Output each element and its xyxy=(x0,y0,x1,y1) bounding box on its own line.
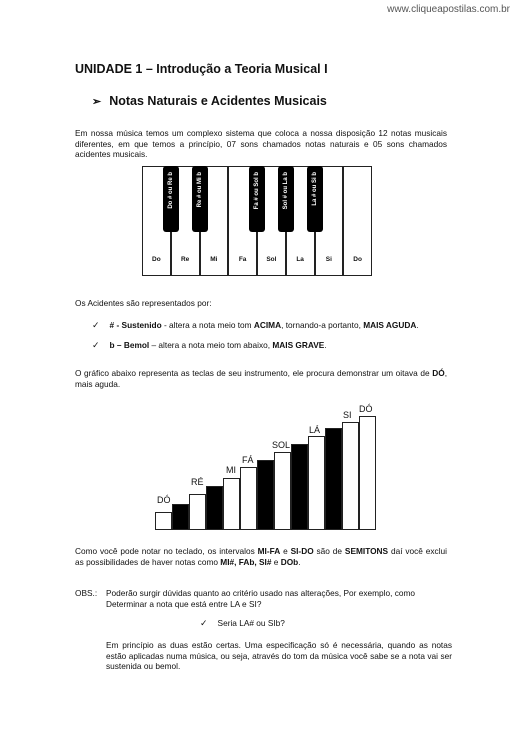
semitons-text-4: daí você exclui as possibilidades de haver notas como xyxy=(75,546,448,567)
semitons-bold-4: MI#, FAb, SI# xyxy=(220,556,272,567)
stair-label: SOL xyxy=(272,440,291,450)
white-key-label: Fa xyxy=(238,256,247,263)
semitons-text-3: são de xyxy=(313,546,345,556)
graph-intro-do: DÓ xyxy=(432,368,445,378)
sustenido-item xyxy=(92,320,452,331)
white-key-label: Sol xyxy=(266,256,277,263)
octave-stairs-diagram xyxy=(155,400,377,530)
white-key-label: Si xyxy=(325,256,332,263)
graph-intro xyxy=(75,368,447,389)
black-key xyxy=(249,166,265,232)
bemol-symbol: b – Bemol xyxy=(109,340,150,350)
step-black xyxy=(325,428,342,530)
step-white xyxy=(274,452,291,530)
arrow-bullet-icon: ➢ xyxy=(92,96,102,108)
step-black xyxy=(291,444,308,530)
white-key-label: Do xyxy=(152,256,161,263)
semitons-bold-2: SI-DO xyxy=(290,546,314,556)
accidents-intro: Os Acidentes são representados por: xyxy=(75,298,212,308)
semitons-text-1: Como você pode notar no teclado, os intervalos xyxy=(75,546,258,556)
sustenido-text: - altera a nota meio tom xyxy=(161,320,254,330)
obs-question xyxy=(200,618,285,629)
stair-label: SI xyxy=(343,410,352,420)
step-white xyxy=(155,512,172,530)
checkmark-icon: ✓ xyxy=(200,618,208,628)
watermark: www.cliqueapostilas.com.br xyxy=(387,4,510,15)
graph-intro-text-2: , mais aguda. xyxy=(75,368,448,389)
white-key xyxy=(343,166,372,276)
bemol-emph: MAIS GRAVE xyxy=(272,340,325,350)
bemol-text: – altera a nota meio tom abaixo, xyxy=(149,340,273,350)
obs-line-2: Determinar a nota que está entre LA e SI? xyxy=(106,598,262,609)
stair-label: RÉ xyxy=(191,477,204,487)
obs-answer: Em princípio as duas estão certas. Uma especificação só é necessária, quando as notas estão aplicadas numa música, ou seja, através do tom da música você sabe se a nota vai ser sustenida ou bemol. xyxy=(106,640,452,671)
white-key-label: Mi xyxy=(210,256,218,263)
step-white xyxy=(189,494,206,530)
black-key-label: La # ou Si b xyxy=(311,172,318,206)
page-title: UNIDADE 1 – Introdução a Teoria Musical I xyxy=(75,62,328,76)
obs-label: OBS.: xyxy=(75,588,98,598)
semitons-bold-5: DOb xyxy=(280,556,299,567)
step-white xyxy=(359,416,376,530)
black-key xyxy=(307,166,323,232)
step-black xyxy=(172,504,189,530)
stair-label: DÓ xyxy=(157,495,171,505)
piano-keyboard xyxy=(142,166,372,276)
black-key xyxy=(278,166,294,232)
obs-line-1: Poderão surgir dúvidas quanto ao critério usado nas alterações, Por exemplo, como xyxy=(106,588,416,598)
step-white xyxy=(240,467,257,530)
bemol-item xyxy=(92,340,452,351)
obs-text xyxy=(106,588,456,609)
step-black xyxy=(206,486,223,530)
black-key-label: Sol # ou La b xyxy=(282,172,289,210)
black-key xyxy=(192,166,208,232)
white-key-label: La xyxy=(296,256,304,263)
sustenido-emph-2: MAIS AGUDA xyxy=(363,320,417,330)
checkmark-icon: ✓ xyxy=(92,340,100,350)
section-heading-text: Notas Naturais e Acidentes Musicais xyxy=(109,94,327,108)
semitons-text-2: e xyxy=(280,546,291,556)
bemol-end: . xyxy=(324,340,327,350)
black-key xyxy=(163,166,179,232)
step-black xyxy=(257,460,274,530)
step-white xyxy=(342,422,359,530)
stair-label: DÓ xyxy=(359,404,373,414)
stair-label: MI xyxy=(226,465,236,475)
intro-paragraph: Em nossa música temos um complexo sistema que coloca a nossa disposição 12 notas musicais diferentes, em que temos a princípio, 07 sons chamados notas naturais e 05 sons chamados acidentes musicais. xyxy=(75,128,447,159)
white-key-label: Re xyxy=(180,256,190,263)
black-key-label: Fa # ou Sol b xyxy=(254,172,260,210)
black-key-label: Re # ou Mi b xyxy=(196,172,203,208)
semitons-bold-1: MI-FA xyxy=(257,546,281,556)
stair-label: LÁ xyxy=(309,425,321,435)
semitons-bold-3: SEMITONS xyxy=(344,546,389,556)
white-key-label: Do xyxy=(353,256,362,263)
stair-label: FÁ xyxy=(242,455,254,465)
sustenido-end: . xyxy=(416,320,419,330)
semitons-text-6: . xyxy=(298,556,301,567)
step-white xyxy=(223,478,240,530)
semitons-text-5: e xyxy=(271,556,281,567)
step-white xyxy=(308,436,325,530)
checkmark-icon: ✓ xyxy=(92,320,100,330)
obs-question-text: Seria LA# ou SIb? xyxy=(217,618,285,628)
sustenido-text-2: , tornando-a portanto, xyxy=(281,320,364,330)
section-heading xyxy=(92,94,327,108)
sustenido-symbol: # - Sustenido xyxy=(109,320,162,330)
sustenido-emph-1: ACIMA xyxy=(253,320,282,330)
black-key-label: Do # ou Re b xyxy=(167,172,174,209)
graph-intro-text-1: O gráfico abaixo representa as teclas de seu instrumento, ele procura demonstrar um oitava de xyxy=(75,368,430,378)
semitons-paragraph xyxy=(75,546,447,567)
